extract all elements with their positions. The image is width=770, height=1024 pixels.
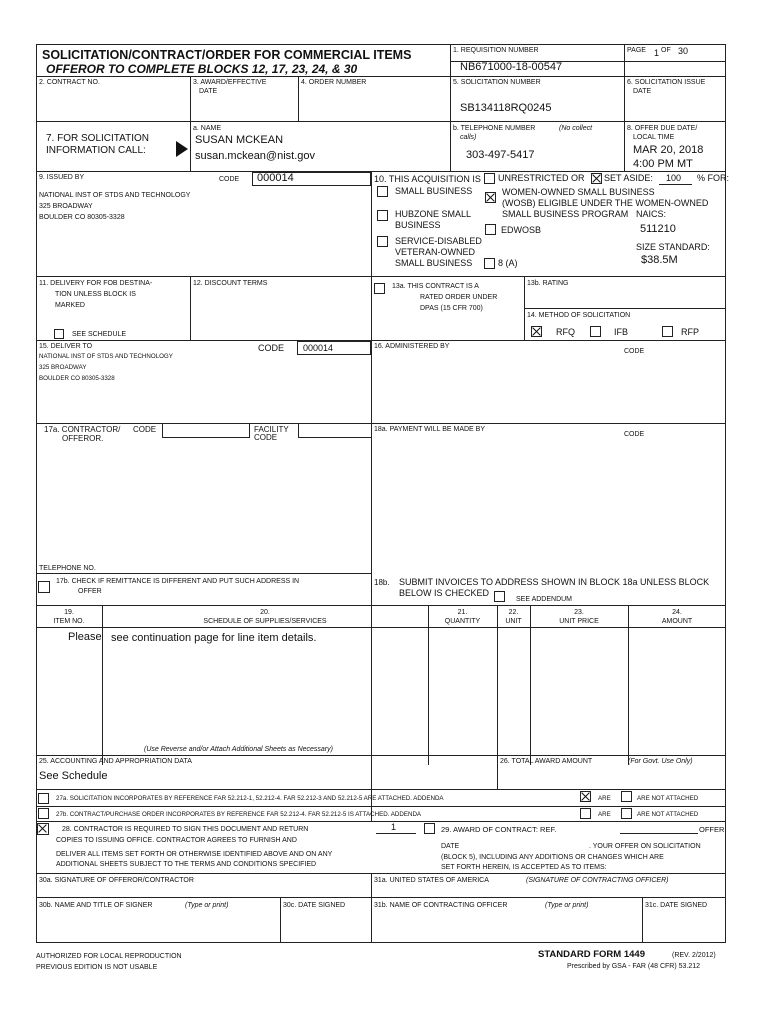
edwosb-checkbox[interactable] (485, 224, 496, 235)
set-aside-checkbox[interactable] (591, 173, 602, 184)
set-aside-percent[interactable]: 100 (666, 173, 682, 183)
wosb-checkbox[interactable] (485, 192, 496, 203)
form-number: STANDARD FORM 1449 (538, 949, 645, 960)
item-description[interactable]: see continuation page for line item details. (111, 632, 317, 644)
far-27a-are-not-checkbox[interactable] (621, 791, 632, 802)
deliver-to-code[interactable]: 000014 (303, 343, 334, 353)
form-title: SOLICITATION/CONTRACT/ORDER FOR COMMERCIAL ITEMS (42, 48, 412, 62)
far-27a-checkbox[interactable] (38, 793, 49, 804)
far-27b-are-not-checkbox[interactable] (621, 808, 632, 819)
block28-checkbox[interactable] (37, 823, 49, 835)
size-standard-value[interactable]: $38.5M (641, 254, 678, 266)
small-business-checkbox[interactable] (377, 186, 388, 197)
requisition-number-value[interactable]: NB671000-18-00547 (460, 61, 563, 73)
far-27a-are-checkbox[interactable] (580, 791, 591, 802)
far-27b-are-checkbox[interactable] (580, 808, 591, 819)
issued-by-code[interactable]: 000014 (257, 172, 294, 184)
remittance-checkbox[interactable] (38, 581, 50, 593)
rated-order-checkbox[interactable] (374, 283, 385, 294)
copies-count[interactable]: 1 (391, 822, 397, 832)
contact-email[interactable]: susan.mckean@nist.gov (195, 150, 316, 162)
left-border (36, 44, 37, 943)
block29-checkbox[interactable] (424, 823, 435, 834)
page-number: 1 (654, 48, 660, 58)
naics-value[interactable]: 511210 (640, 223, 676, 235)
offer-due-time[interactable]: 4:00 PM MT (633, 158, 693, 170)
item-no-text[interactable]: Please (68, 631, 102, 643)
arrow-right-icon (176, 141, 188, 157)
hubzone-checkbox[interactable] (377, 210, 388, 221)
contact-phone[interactable]: 303-497-5417 (466, 149, 535, 161)
offer-due-date[interactable]: MAR 20, 2018 (633, 144, 704, 156)
accounting-data-value[interactable]: See Schedule (39, 770, 108, 782)
see-schedule-checkbox[interactable] (54, 329, 64, 339)
top-border (36, 44, 726, 45)
solicitation-number-value[interactable]: SB134118RQ0245 (460, 102, 552, 114)
bottom-border (36, 942, 726, 943)
rfp-checkbox[interactable] (662, 326, 673, 337)
far-27b-checkbox[interactable] (38, 808, 49, 819)
eight-a-checkbox[interactable] (484, 258, 495, 269)
contact-name[interactable]: SUSAN MCKEAN (195, 134, 284, 146)
rfq-checkbox[interactable] (531, 326, 542, 337)
see-addendum-checkbox[interactable] (494, 591, 505, 602)
ifb-checkbox[interactable] (590, 326, 601, 337)
unrestricted-checkbox[interactable] (484, 173, 495, 184)
sdvosb-checkbox[interactable] (377, 236, 388, 247)
page-total: 30 (678, 46, 689, 56)
form-subtitle: OFFEROR TO COMPLETE BLOCKS 12, 17, 23, 24, & 30 (46, 62, 358, 76)
